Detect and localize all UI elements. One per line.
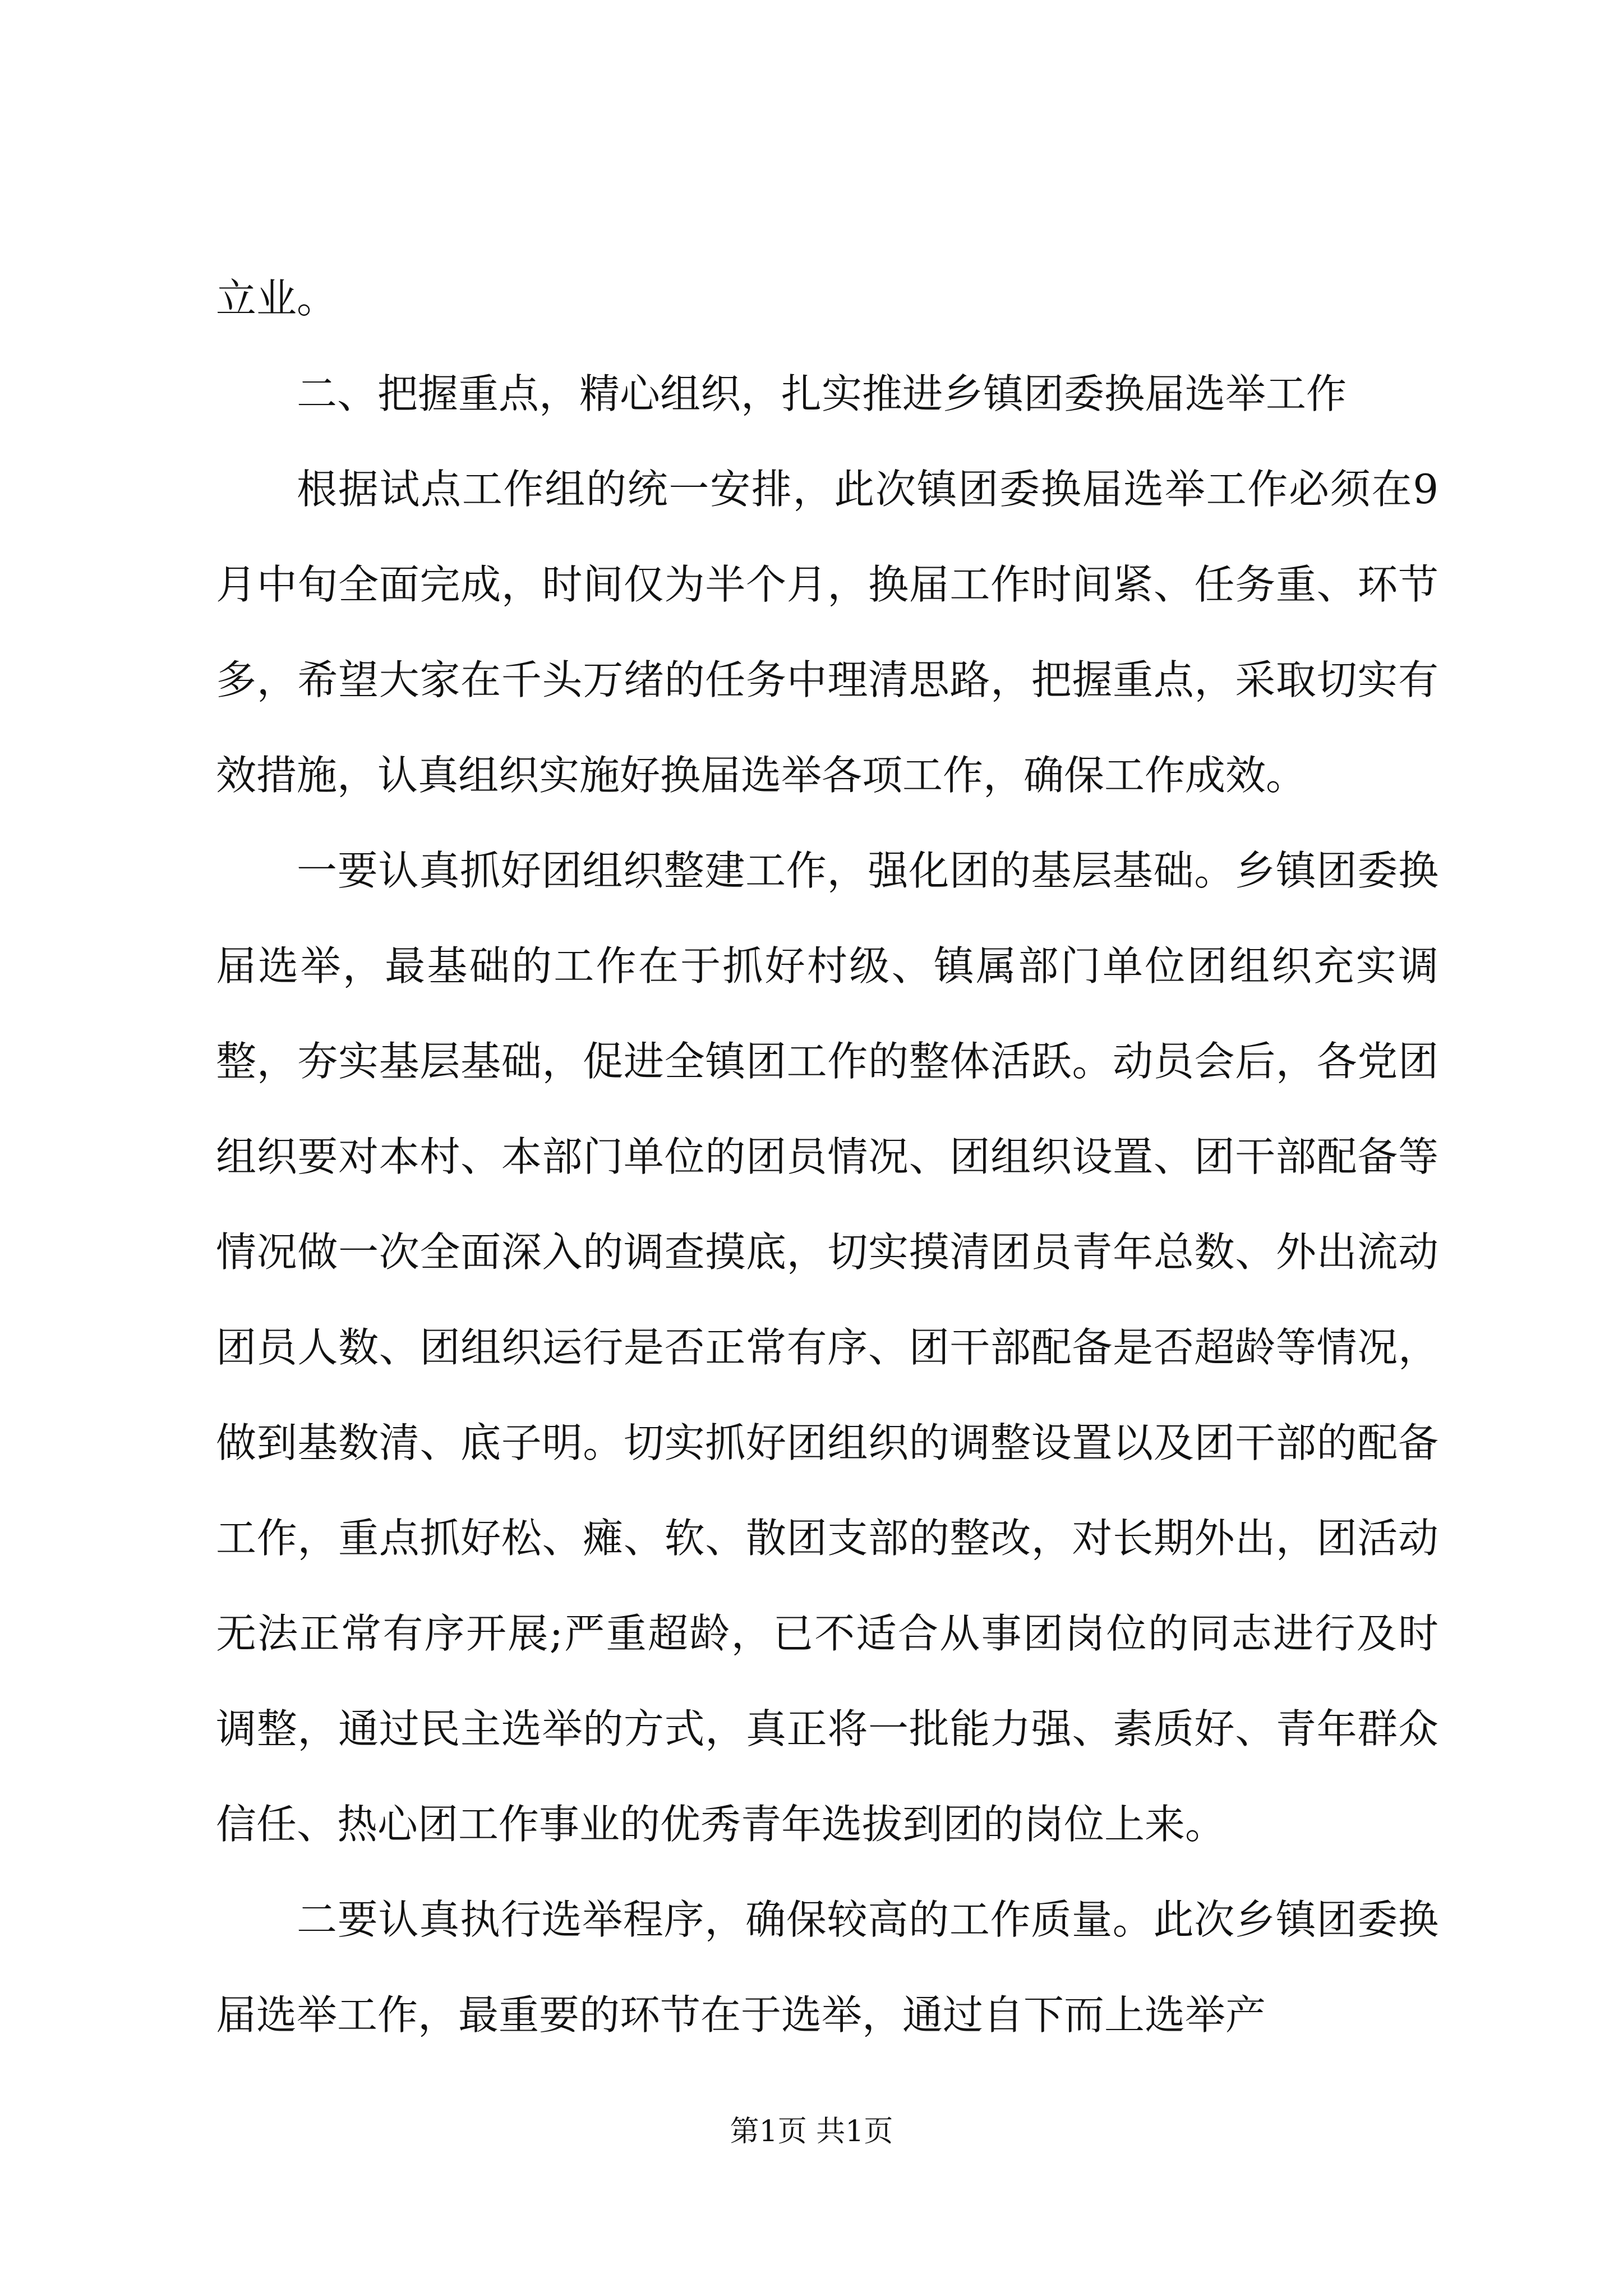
- paragraph-1: 立业。: [216, 275, 338, 322]
- document-body: [216, 251, 1438, 2063]
- paragraph-5: 二要认真执行选举程序，确保较高的工作质量。此次乡镇团委换届选举工作，最重要的环节在于选举，通过自下而上选举产: [216, 1896, 1438, 2039]
- section-heading: 二、把握重点，精心组织，扎实推进乡镇团委换届选举工作: [297, 370, 1347, 417]
- paragraph-3: 根据试点工作组的统一安排，此次镇团委换届选举工作必须在9月中旬全面完成，时间仅为半个月，换届工作时间紧、任务重、环节多，希望大家在千头万绪的任务中理清思路，把握重点，采取切实有效措施，认真组织实施好换届选举各项工作，确保工作成效。: [216, 466, 1438, 799]
- paragraph-4: 一要认真抓好团组织整建工作，强化团的基层基础。乡镇团委换届选举，最基础的工作在于抓好村级、镇属部门单位团组织充实调整，夯实基层基础，促进全镇团工作的整体活跃。动员会后，各党团组织要对本村、本部门单位的团员情况、团组织设置、团干部配备等情况做一次全面深入的调查摸底，切实摸清团员青年总数、外出流动团员人数、团组织运行是否正常有序、团干部配备是否超龄等情况，做到基数清、底子明。切实抓好团组织的调整设置以及团干部的配备工作，重点抓好松、瘫、软、散团支部的整改，对长期外出，团活动无法正常有序开展;严重超龄，已不适合从事团岗位的同志进行及时调整，通过民主选举的方式，真正将一批能力强、素质好、青年群众信任、热心团工作事业的优秀青年选拔到团的岗位上来。: [216, 847, 1438, 1848]
- page-footer: 第1页 共1页: [730, 2115, 893, 2148]
